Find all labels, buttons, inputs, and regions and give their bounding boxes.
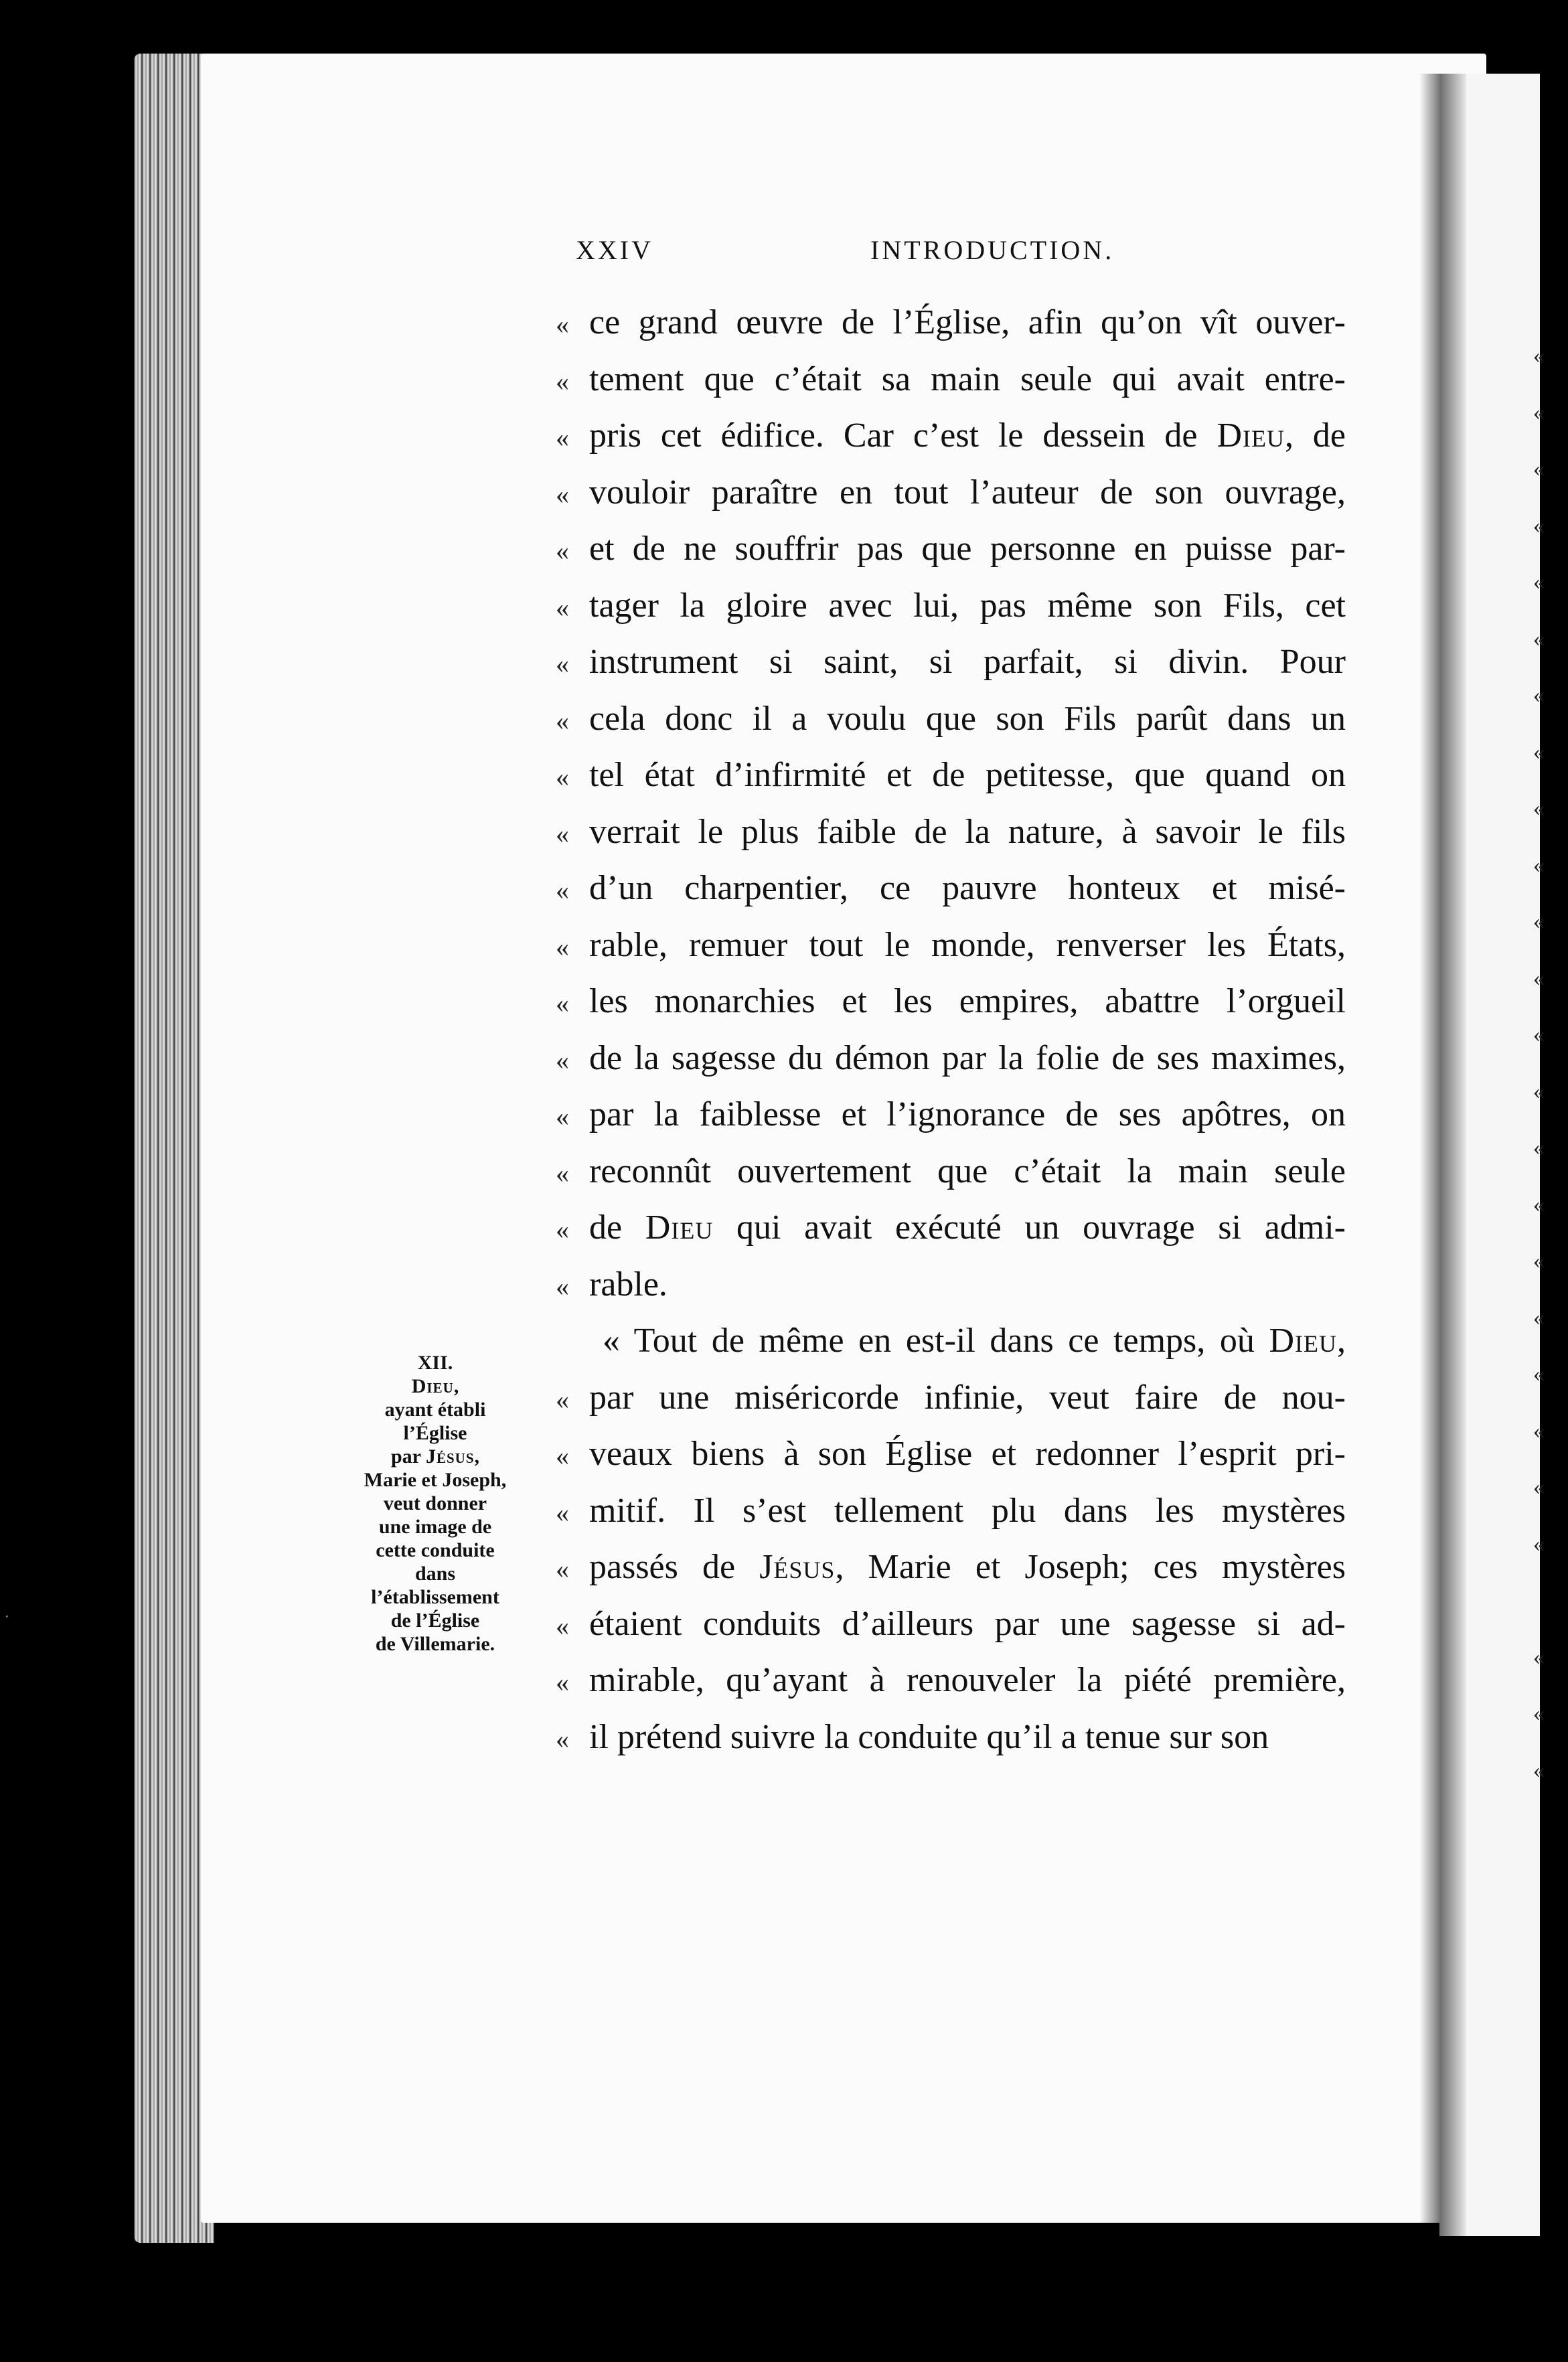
line-text: pris cet édifice. Car c’est le dessein de Dieu, de xyxy=(589,416,1346,455)
quote-mark: « xyxy=(556,1158,569,1188)
facing-quote-mark: « xyxy=(1533,909,1545,934)
facing-quote-mark: « xyxy=(1533,1079,1545,1104)
text-line xyxy=(556,804,1346,861)
text-line xyxy=(556,465,1346,522)
running-title: INTRODUCTION. xyxy=(870,235,1115,265)
text-line xyxy=(556,860,1346,917)
text-line xyxy=(556,1200,1346,1257)
line-text: par la faiblesse et l’ignorance de ses apôtres, on xyxy=(589,1095,1346,1133)
body-text xyxy=(556,295,1346,1765)
text-line xyxy=(556,1313,1346,1370)
text-line xyxy=(556,747,1346,804)
facing-quote-mark: « xyxy=(1533,1249,1545,1273)
marginal-note-line: de Villemarie. xyxy=(375,1633,495,1655)
marginal-note-line: de l’Église xyxy=(390,1609,480,1632)
marginal-note xyxy=(321,1351,549,1656)
facing-page-quote-marks xyxy=(1533,328,1560,1799)
marginal-note-line: ayant établi xyxy=(384,1399,486,1421)
quote-mark: « xyxy=(556,1723,569,1754)
text-line xyxy=(556,578,1346,635)
facing-quote-mark: « xyxy=(1533,683,1545,708)
running-head xyxy=(576,234,1319,274)
facing-quote-mark: « xyxy=(1533,457,1545,481)
facing-quote-mark: « xyxy=(1533,400,1545,425)
quote-mark: « xyxy=(556,536,569,566)
line-text: « Tout de même en est-il dans ce temps, où Dieu, xyxy=(603,1322,1346,1360)
text-line xyxy=(556,1426,1346,1483)
text-line xyxy=(556,973,1346,1030)
facing-quote-mark: « xyxy=(1533,626,1545,651)
quote-mark: « xyxy=(556,1667,569,1697)
quote-mark: « xyxy=(556,1610,569,1641)
quote-mark: « xyxy=(556,1384,569,1415)
text-line xyxy=(556,521,1346,578)
gutter-shadow xyxy=(1419,74,1466,2236)
quote-mark: « xyxy=(556,1441,569,1471)
facing-quote-mark: « xyxy=(1533,852,1545,878)
line-text: ce grand œuvre de l’Église, afin qu’on vît ouver- xyxy=(589,303,1346,341)
text-line xyxy=(556,1087,1346,1144)
quote-mark: « xyxy=(556,1214,569,1245)
quote-mark: « xyxy=(556,988,569,1018)
text-line xyxy=(556,1709,1346,1766)
facing-quote-mark: « xyxy=(1533,965,1545,991)
facing-quote-mark: « xyxy=(1533,1644,1545,1670)
text-line xyxy=(556,295,1346,351)
text-line xyxy=(556,1370,1346,1427)
facing-quote-mark: « xyxy=(1533,1192,1545,1217)
quote-mark: « xyxy=(556,366,569,396)
facing-quote-mark: « xyxy=(1533,796,1545,821)
marginal-note-line: dans xyxy=(414,1563,456,1585)
text-line xyxy=(556,1257,1346,1314)
text-line xyxy=(556,634,1346,691)
line-text: rable. xyxy=(589,1265,668,1304)
text-line xyxy=(556,1030,1346,1087)
facing-quote-mark: « xyxy=(1533,1475,1545,1500)
line-text: vouloir paraître en tout l’auteur de son ouvrage, xyxy=(589,473,1346,511)
line-text: mirable, qu’ayant à renouveler la piété première, xyxy=(589,1661,1346,1699)
quote-mark: « xyxy=(556,309,569,339)
quote-mark: « xyxy=(556,931,569,962)
page-number: XXIV xyxy=(576,235,653,265)
quote-mark: « xyxy=(556,1554,569,1584)
line-text: il prétend suivre la conduite qu’il a tenue sur son xyxy=(589,1717,1269,1756)
line-text: rable, remuer tout le monde, renverser les États, xyxy=(589,925,1346,964)
facing-quote-mark: « xyxy=(1533,739,1545,765)
facing-quote-mark: « xyxy=(1533,1022,1545,1047)
quote-mark: « xyxy=(556,1271,569,1302)
quote-mark: « xyxy=(556,479,569,509)
line-text: cela donc il a voulu que son Fils parût dans un xyxy=(589,699,1346,738)
line-text: par une miséricorde infinie, veut faire de nou- xyxy=(589,1378,1346,1417)
scan-smudge: · xyxy=(4,1607,10,1626)
line-text: étaient conduits d’ailleurs par une sagesse si ad- xyxy=(589,1604,1346,1643)
text-line xyxy=(556,1539,1346,1596)
quote-mark: « xyxy=(556,1101,569,1131)
line-text: de Dieu qui avait exécuté un ouvrage si admi- xyxy=(589,1208,1346,1247)
line-text: tel état d’infirmité et de petitesse, que quand on xyxy=(589,756,1346,794)
facing-quote-mark: « xyxy=(1533,343,1545,368)
facing-quote-mark: « xyxy=(1533,1362,1545,1387)
line-text: veaux biens à son Église et redonner l’esprit pri- xyxy=(589,1435,1346,1473)
text-line xyxy=(556,408,1346,465)
marginal-note-line: une image de xyxy=(378,1516,492,1538)
text-line xyxy=(556,1652,1346,1709)
facing-quote-mark xyxy=(1533,1573,1560,1630)
text-line xyxy=(556,1144,1346,1200)
line-text: d’un charpentier, ce pauvre honteux et misé- xyxy=(589,869,1346,907)
text-line xyxy=(556,1596,1346,1653)
marginal-note-line: l’Église xyxy=(403,1422,467,1444)
line-text: les monarchies et les empires, abattre l’orgueil xyxy=(589,982,1346,1020)
text-line xyxy=(556,351,1346,408)
line-text: tement que c’était sa main seule qui avait entre- xyxy=(589,360,1346,398)
marginal-note-line: Dieu, xyxy=(411,1375,459,1397)
quote-mark: « xyxy=(556,1044,569,1075)
quote-mark: « xyxy=(556,818,569,849)
text-line xyxy=(556,917,1346,974)
quote-mark: « xyxy=(556,1497,569,1528)
line-text: reconnût ouvertement que c’était la main seule xyxy=(589,1152,1346,1190)
line-text: instrument si saint, si parfait, si divin. Pour xyxy=(589,643,1346,681)
text-line xyxy=(556,1483,1346,1540)
facing-quote-mark: « xyxy=(1533,1418,1545,1443)
facing-quote-mark: « xyxy=(1533,1757,1545,1783)
line-text: verrait le plus faible de la nature, à savoir le fils xyxy=(589,812,1346,851)
quote-mark: « xyxy=(556,875,569,905)
facing-quote-mark: « xyxy=(1533,1531,1545,1557)
quote-mark: « xyxy=(556,762,569,792)
line-text: passés de Jésus, Marie et Joseph; ces mystères xyxy=(589,1548,1346,1586)
facing-quote-mark: « xyxy=(1533,1305,1545,1330)
quote-mark: « xyxy=(556,422,569,453)
marginal-note-line: veut donner xyxy=(383,1492,487,1514)
text-line xyxy=(556,691,1346,748)
quote-mark: « xyxy=(556,592,569,623)
line-text: et de ne souffrir pas que personne en puisse par- xyxy=(589,530,1346,568)
facing-quote-mark: « xyxy=(1533,1701,1545,1726)
line-text: tager la gloire avec lui, pas même son Fils, cet xyxy=(589,586,1346,625)
quote-mark: « xyxy=(556,649,569,679)
facing-quote-mark: « xyxy=(1533,1135,1545,1160)
line-text: mitif. Il s’est tellement plu dans les mystères xyxy=(589,1491,1346,1530)
marginal-note-line: cette conduite xyxy=(376,1539,495,1561)
quote-mark: « xyxy=(556,705,569,736)
line-text: de la sagesse du démon par la folie de ses maximes, xyxy=(589,1038,1346,1077)
facing-quote-mark: « xyxy=(1533,570,1545,595)
facing-quote-mark: « xyxy=(1533,513,1545,538)
marginal-note-line: XII. xyxy=(417,1352,453,1374)
marginal-note-line: par Jésus, xyxy=(391,1445,479,1468)
marginal-note-line: Marie et Joseph, xyxy=(364,1469,507,1491)
marginal-note-line: l’établissement xyxy=(371,1586,499,1608)
